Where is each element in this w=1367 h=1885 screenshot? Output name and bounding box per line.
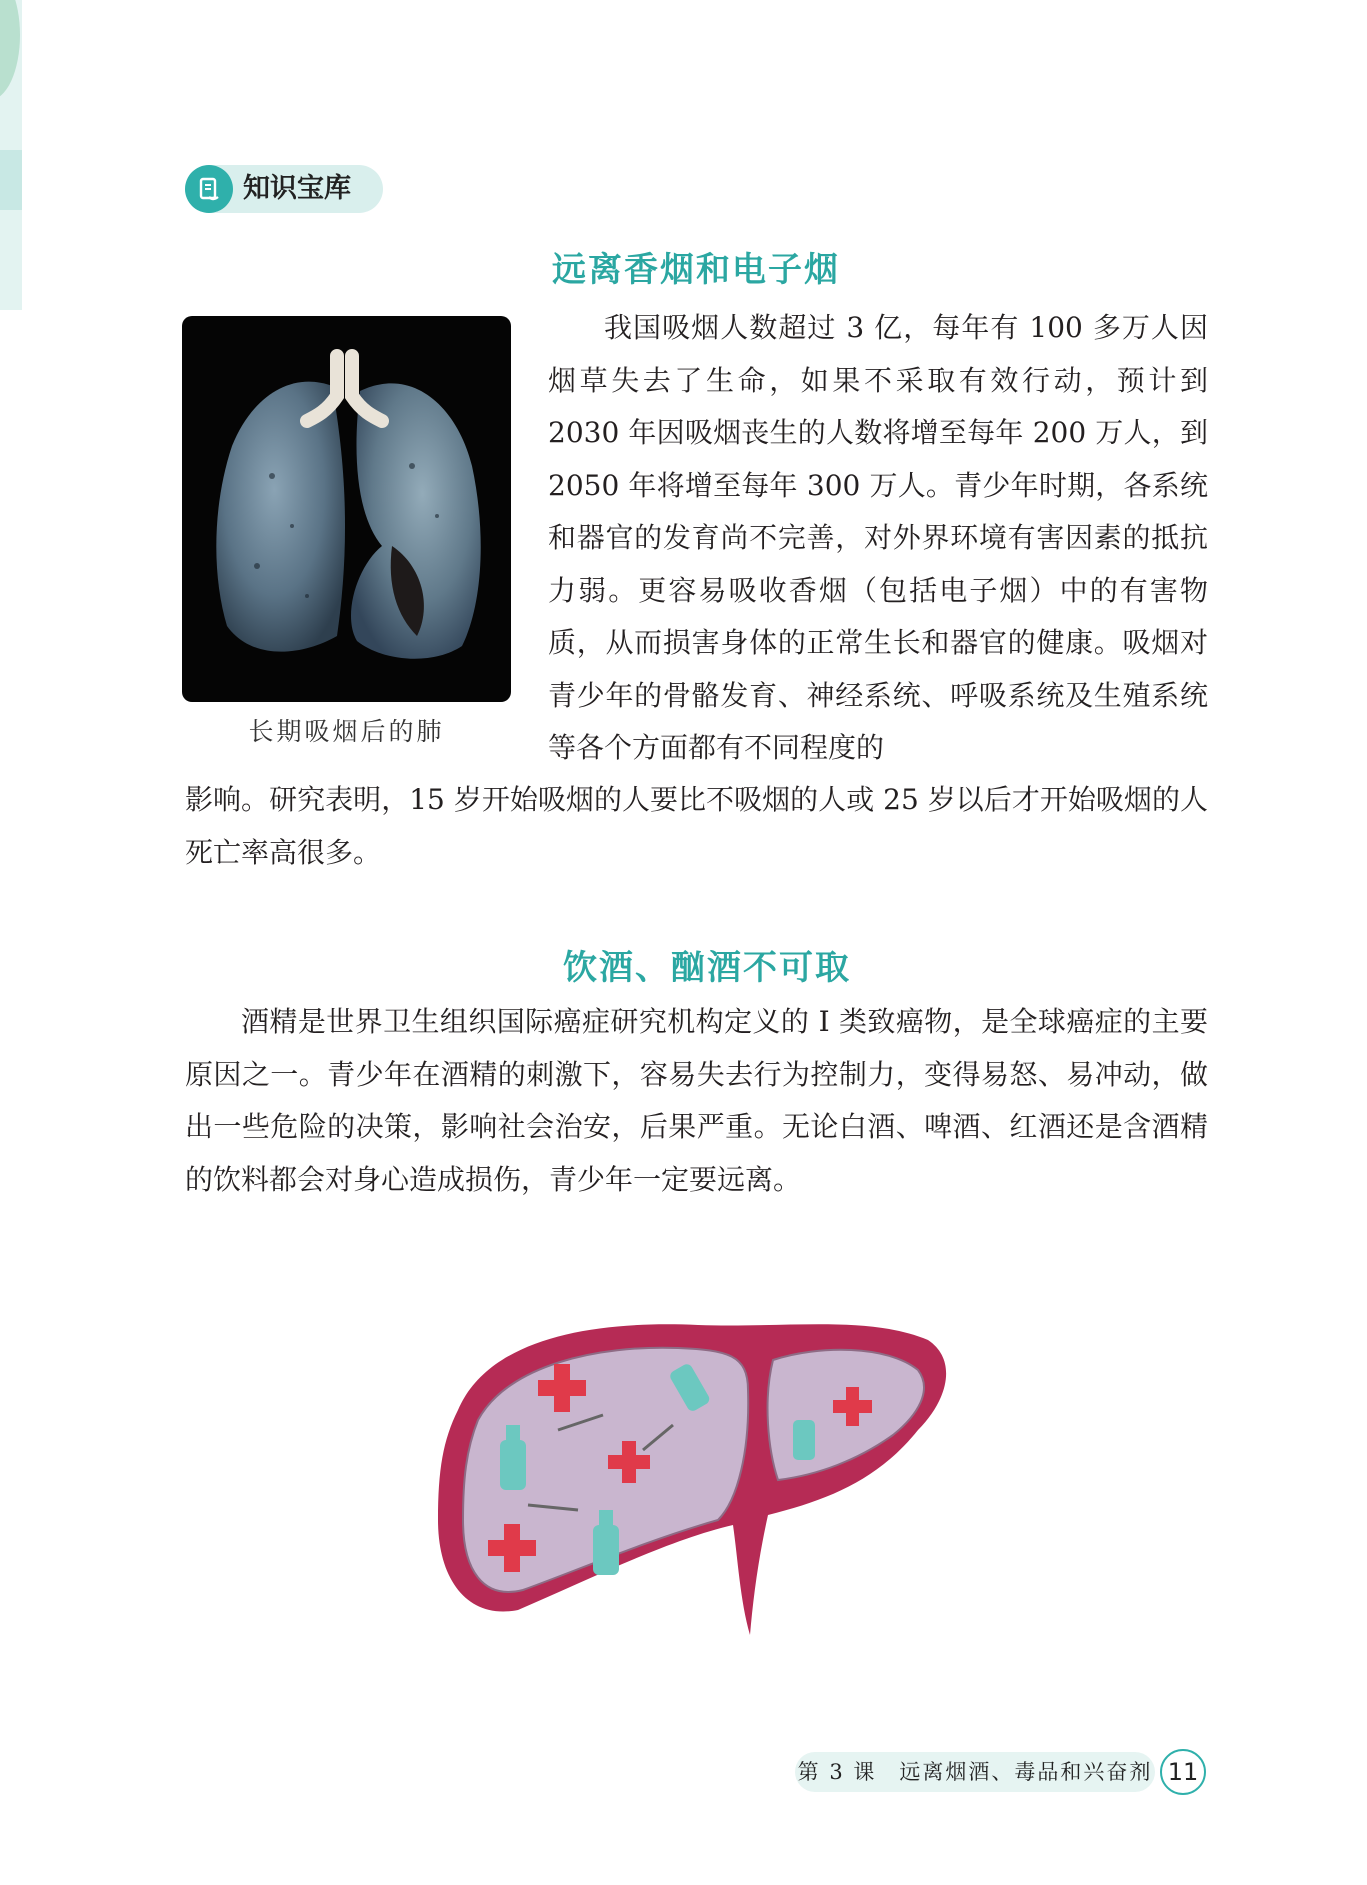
smoking-paragraph: 我国吸烟人数超过 3 亿，每年有 100 多万人因烟草失去了生命，如果不采取有效行动，预计到 2030 年因吸烟丧生的人数将增至每年 200 万人，到 2050 年将增至每年 300 万人。青少年时期，各系统和器官的发育尚不完善，对外界环境有害因素的抵抗力弱。更容易吸收香烟（包括电子烟）中的有害物质，从而损害身体的正常生长和器官的健康。吸烟对青少年的骨骼发育、神经系统、呼吸系统及生殖系统等各个方面都有不同程度的 (548, 311, 1208, 764)
chapter-title: 第 3 课 远离烟酒、毒品和兴奋剂 (797, 1760, 1153, 1784)
drinking-paragraph: 酒精是世界卫生组织国际癌症研究机构定义的 I 类致癌物，是全球癌症的主要原因之一。青少年在酒精的刺激下，容易失去行为控制力，变得易怒、易冲动，做出一些危险的决策，影响社会治安，后果严重。无论白酒、啤酒、红酒还是含酒精的饮料都会对身心造成损伤，青少年一定要远离。 (185, 1005, 1208, 1196)
page-number: 11 (1160, 1749, 1206, 1795)
section-title-drinking: 饮酒、酗酒不可取 (563, 948, 851, 988)
knowledge-badge (185, 165, 383, 213)
photo-caption: 长期吸烟后的肺 (248, 717, 445, 746)
smoking-paragraph-continued: 影响。研究表明，15 岁开始吸烟的人要比不吸烟的人或 25 岁以后才开始吸烟的人死亡率高很多。 (185, 783, 1208, 869)
book-icon (185, 165, 233, 213)
lung-photo (182, 316, 511, 702)
liver-illustration (428, 1300, 958, 1640)
section-title-smoking: 远离香烟和电子烟 (552, 250, 840, 290)
badge-label: 知识宝库 (243, 173, 351, 204)
chapter-footer (795, 1752, 1155, 1792)
